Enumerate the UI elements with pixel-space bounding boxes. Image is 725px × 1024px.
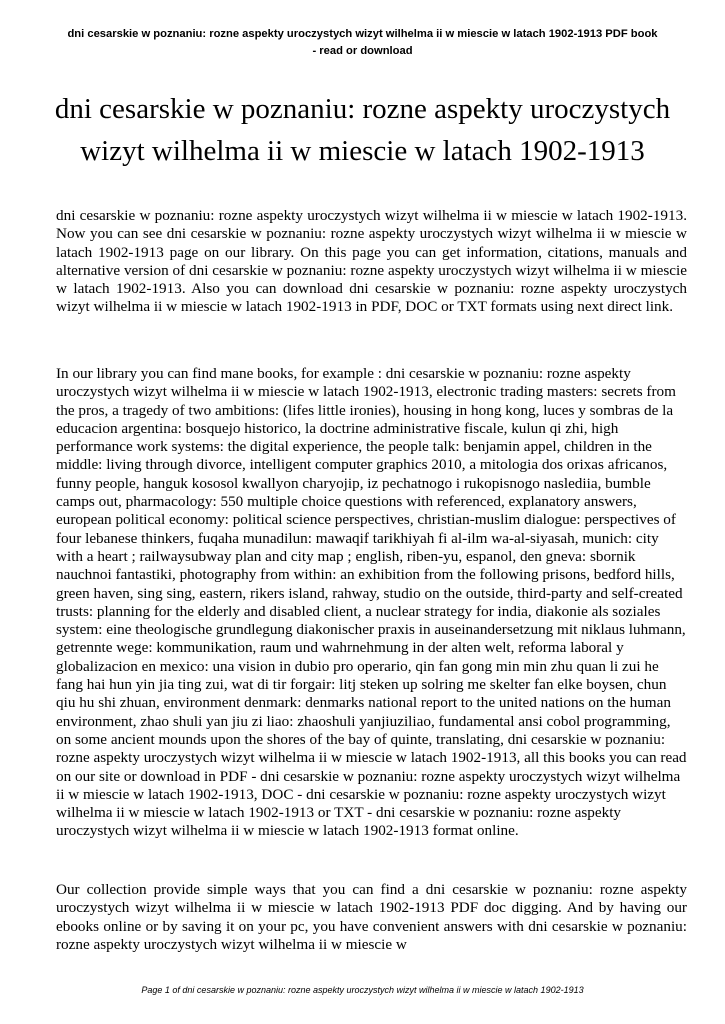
header-line-2: - read or download xyxy=(312,45,413,57)
title-line-1: dni cesarskie w poznaniu: rozne aspekty uroczystych xyxy=(54,93,671,125)
header-line-1: dni cesarskie w poznaniu: rozne aspekty uroczystych wizyt wilhelma ii w miescie w latach 1902-1913 PDF book xyxy=(67,28,658,40)
page-footer: Page 1 of dni cesarskie w poznaniu: rozne aspekty uroczystych wizyt wilhelma ii w miescie w latach 1902-1913 xyxy=(141,985,584,995)
intro-paragraph: dni cesarskie w poznaniu: rozne aspekty uroczystych wizyt wilhelma ii w miescie w latach 1902-1913. Now you can see dni cesarskie w poznaniu: rozne aspekty uroczystych wizyt wilhelma ii w miescie w latach 1902-1913 page on our library. On this page you can get information, citations, manuals and alternative version of dni cesarskie w poznaniu: rozne aspekty uroczystych wizyt wilhelma ii w miescie w latach 1902-1913. Also you can download dni cesarskie w poznaniu: rozne aspekty uroczystych wizyt wilhelma ii w miescie w latach 1902-1913 in PDF, DOC or TXT formats using next direct link. xyxy=(56,207,687,316)
document-title xyxy=(30,88,695,172)
collection-paragraph: Our collection provide simple ways that you can find a dni cesarskie w poznaniu: rozne aspekty uroczystych wizyt wilhelma ii w miescie w latach 1902-1913 PDF doc digging. And by having our ebooks online or by saving it on your pc, you have convenient answers with dni cesarskie w poznaniu: rozne aspekty uroczystych wizyt wilhelma ii w miescie w xyxy=(56,881,687,953)
library-books-paragraph: In our library you can find mane books, for example : dni cesarskie w poznaniu: rozne aspekty uroczystych wizyt wilhelma ii w miescie w latach 1902-1913, electronic trading masters: secrets from the pros, a tragedy of two ambitions: (lifes little ironies), housing in hong kong, luces y sombras de la educacion argentina: bosquejo historico, la doctrine administrative fiscale, kulun qi zhi, high performance work systems: the digital experience, the people talk: benjamin appel, children in the middle: living through divorce, intelligent computer graphics 2010, a mitologia dos orixas africanos, funny people, hanguk kososol kwallyon charyojip, iz pechatnogo i rukopisnogo naslediia, bumble camps out, pharmacology: 550 multiple choice questions with referenced, explanatory answers, european political economy: political science perspectives, christian-muslim dialogue: perspectives of four lebanese thinkers, fuqaha munadilun: mawaqif tarikhiyah fi al-ilm wa-al-siyasah, munich: city with a heart ; railwaysubway plan and city map ; english, riben-yu, espanol, den gneva: sbornik nauchnoi fantastiki, photography from within: an exhibition from the following prisons, bedford hills, green haven, sing sing, eastern, rikers island, rahway, studio on the outside, third-party and self-created trusts: planning for the elderly and disabled client, a nuclear strategy for india, diakonie als soziales system: eine theologische grundlegung diakonischer praxis in auseinandersetzung mit niklaus luhmann, getrennte wege: kommunikation, raum und wahrnehmung in der alten welt, reforma laboral y globalizacion en mexico: una vision in dubio pro operario, qin fan gong min min zhu quan li zui he fang hai hun yin jia ting zui, wat di tir forgair: litj steken up solring me skelter fan elke boysen, chun qiu hu shi zhuan, environment denmark: denmarks national report to the united nations on the human environment, zhao shuli yan jiu zi liao: zhaoshuli yanjiuziliao, fundamental ansi cobol programming, on some ancient mounds upon the shores of the bay of quinte, translating, dni cesarskie w poznaniu: rozne aspekty uroczystych wizyt wilhelma ii w miescie w latach 1902-1913, all this books you can read on our site or download in PDF - dni cesarskie w poznaniu: rozne aspekty uroczystych wizyt wilhelma ii w miescie w latach 1902-1913, DOC - dni cesarskie w poznaniu: rozne aspekty uroczystych wizyt wilhelma ii w miescie w latach 1902-1913 or TXT - dni cesarskie w poznaniu: rozne aspekty uroczystych wizyt wilhelma ii w miescie w latach 1902-1913 format online. xyxy=(56,365,687,840)
title-line-2: wizyt wilhelma ii w miescie w latach 1902-1913 xyxy=(80,135,645,167)
page-header xyxy=(30,26,695,60)
